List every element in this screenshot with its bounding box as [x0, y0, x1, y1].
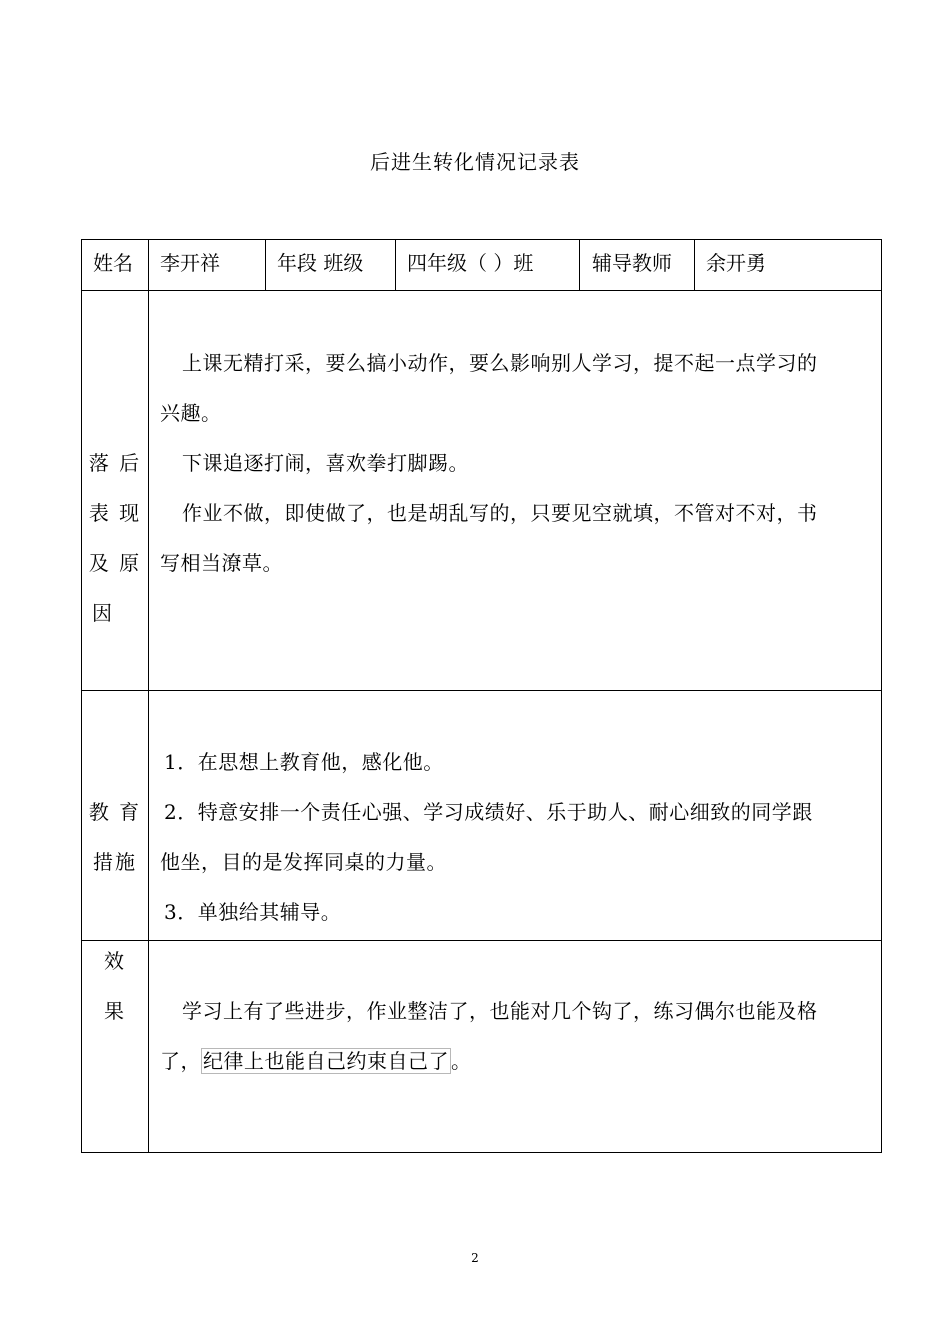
- measures-content: [160, 737, 876, 937]
- header-divider: [265, 240, 266, 290]
- grade-value: 四年级（ ）班: [407, 251, 534, 275]
- header-divider: [694, 240, 695, 290]
- paragraph: 学习上有了些进步，作业整洁了，也能对几个钩了，练习偶尔也能及格: [182, 999, 818, 1023]
- header-divider: [395, 240, 396, 290]
- paragraph: 下课追逐打闹，喜欢拳打脚踢。: [182, 451, 469, 475]
- row-divider: [82, 940, 882, 941]
- measure-item: 2．特意安排一个责任心强、学习成绩好、乐于助人、耐心细致的同学跟: [164, 800, 813, 824]
- measure-item: 他坐，目的是发挥同桌的力量。: [160, 850, 447, 874]
- paragraph: 作业不做，即使做了，也是胡乱写的，只要见空就填，不管对不对，书: [182, 501, 818, 525]
- label-column-divider: [148, 240, 149, 1153]
- teacher-label: 辅导教师: [592, 251, 672, 275]
- name-label: 姓名: [93, 251, 133, 275]
- measures-label: 教 育 措施: [88, 800, 142, 874]
- paragraph: 兴趣。: [160, 401, 222, 425]
- row-divider: [82, 690, 882, 691]
- measure-item: 1．在思想上教育他，感化他。: [164, 750, 444, 774]
- effect-content: [160, 986, 876, 1086]
- header-divider: [579, 240, 580, 290]
- behind-content: [160, 338, 876, 588]
- page-title: 后进生转化情况记录表: [370, 150, 580, 174]
- grade-label: 年段 班级: [277, 251, 364, 275]
- name-value: 李开祥: [160, 251, 220, 275]
- behind-label: 落 后 表 现 及 原 因: [88, 451, 142, 625]
- paragraph: 写相当潦草。: [160, 551, 283, 575]
- paragraph: 了， 纪律上也能自己约束自己了 。: [160, 1049, 472, 1073]
- page-number: 2: [471, 1251, 479, 1265]
- teacher-value: 余开勇: [706, 251, 766, 275]
- row-divider: [82, 290, 882, 291]
- record-table: [81, 239, 882, 1153]
- effect-label: 效 果: [104, 949, 126, 1023]
- paragraph: 上课无精打采，要么搞小动作，要么影响别人学习，提不起一点学习的: [182, 351, 818, 375]
- measure-item: 3．单独给其辅导。: [164, 900, 342, 924]
- boxed-text: 纪律上也能自己约束自己了: [203, 1049, 449, 1073]
